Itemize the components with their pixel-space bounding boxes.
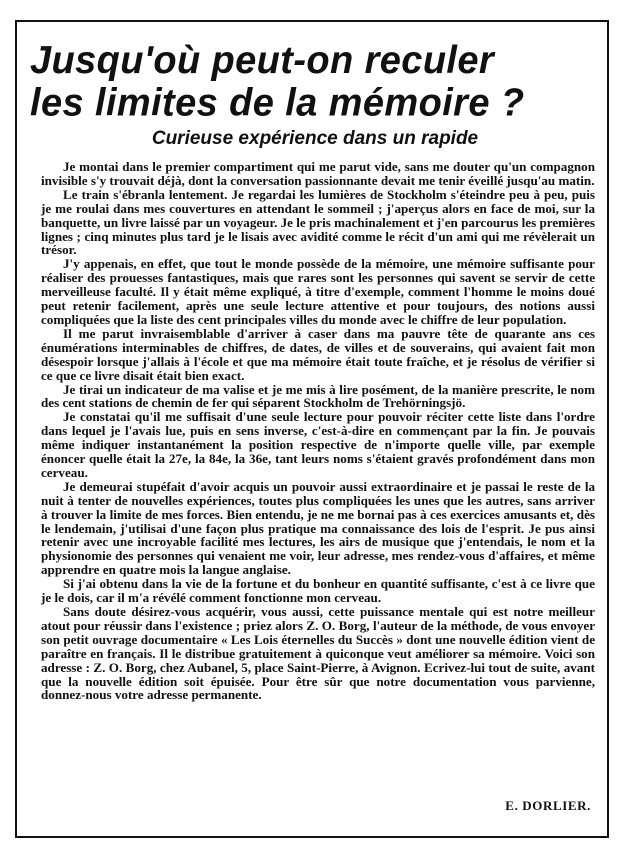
author-signature: E. DORLIER. — [505, 798, 591, 813]
paragraph: Je montai dans le premier compartiment qui me parut vide, sans me douter qu'un compagnon invisible s'y trouvait déjà, dont la conversation passionnante devait me tenir éveillé jusqu'au matin. — [41, 159, 595, 188]
paragraph: Il me parut invraisemblable d'arriver à caser dans ma pauvre tête de quarante ans ces énumérations interminables de chiffres, de dates, de villes et de souverains, qui avaient fait mon désespoir lorsque j'allais à l'école et que ma mémoire était toute fraîche, et je résolus de vérifier si ce que ce livre disait était bien exact. — [41, 325, 595, 383]
paragraph: Je constatai qu'il me suffisait d'une seule lecture pour pouvoir réciter cette liste dans l'ordre dans lequel je l'avais lue, puis en sens inverse, c'est-à-dire en commençant par la fin. Je pouvais même indiquer instantanément la position respective de n'importe quelle ville, par exemple énoncer quelle était la 27e, la 84e, la 36e, tant leurs noms s'étaient gravés profondément dans mon cerveau. — [41, 409, 595, 480]
title-line-2: les limites de la mémoire ? — [30, 82, 525, 125]
title-line-1: Jusqu'où peut-on reculer — [30, 39, 495, 82]
paragraph: Si j'ai obtenu dans la vie de la fortune et du bonheur en quantité suffisante, c'est à ce livre que je le dois, car il m'a révélé comment fonctionne mon cerveau. — [41, 576, 595, 606]
paragraph: J'y appenais, en effet, que tout le monde possède de la mémoire, une mémoire suffisante pour réaliser des prouesses fantastiques, mais que rares sont les personnes qui savent se servir de cette merveilleuse faculté. Il y était même expliqué, à titre d'exemple, comment l'homme le moins doué peut retenir facilement, après une seule lecture attentive et pour toujours, des notions aussi compliquées que la liste des cent principales villes du monde avec le chiffre de leur population. — [41, 256, 595, 327]
article-subtitle: Curieuse expérience dans un rapide — [151, 128, 479, 149]
article-title — [30, 39, 600, 125]
paragraph: Je tirai un indicateur de ma valise et je me mis à lire posément, de la manière prescrite, le nom des cent stations de chemin de fer qui séparent Stockholm de Trehörningsjö. — [41, 381, 595, 411]
paragraph: Le train s'ébranla lentement. Je regardai les lumières de Stockholm s'éteindre peu à peu, puis je me roulai dans mes couvertures en attendant le sommeil ; j'aperçus alors en face de moi, sur la banquette, un livre laissé par un voyageur. Je le pris machinalement et j'en parcourus les premières lignes ; cinq minutes plus tard je le lisais avec avidité comme le récit d'un ami qui me révèlerait un trésor. — [41, 186, 595, 258]
article-body — [41, 160, 595, 702]
paragraph: Je demeurai stupéfait d'avoir acquis un pouvoir aussi extraordinaire et je passai le reste de la nuit à tenter de nouvelles expériences, toutes plus compliquées les unes que les autres, sans arriver à trouver la limite de mes forces. Bien entendu, je ne me bornai pas à ces exercices amusants et, dès le lendemain, j'utilisai d'une façon plus pratique ma connaissance des lois de l'esprit. Je pus ainsi retenir avec une incroyable facilité mes lectures, les airs de musique que j'entendais, le nom et la physionomie des personnes qui venaient me voir, leur adresse, mes rendez-vous d'affaires, et même apprendre en quatre mois la langue anglaise. — [41, 478, 595, 578]
paragraph: Sans doute désirez-vous acquérir, vous aussi, cette puissance mentale qui est notre meilleur atout pour réussir dans l'existence ; priez alors Z. O. Borg, l'auteur de la méthode, de vous envoyer son petit ouvrage documentaire « Les Lois éternelles du Succès » dont une nouvelle édition vient de paraître en français. Il le distribue gratuitement à quiconque veut améliorer sa mémoire. Voici son adresse : Z. O. Borg, chez Aubanel, 5, place Saint-Pierre, à Avignon. Ecrivez-lui tout de suite, avant que la nouvelle édition soit épuisée. Pour être sûr que notre documentation vous parvienne, donnez-nous votre adresse permanente. — [41, 604, 595, 703]
